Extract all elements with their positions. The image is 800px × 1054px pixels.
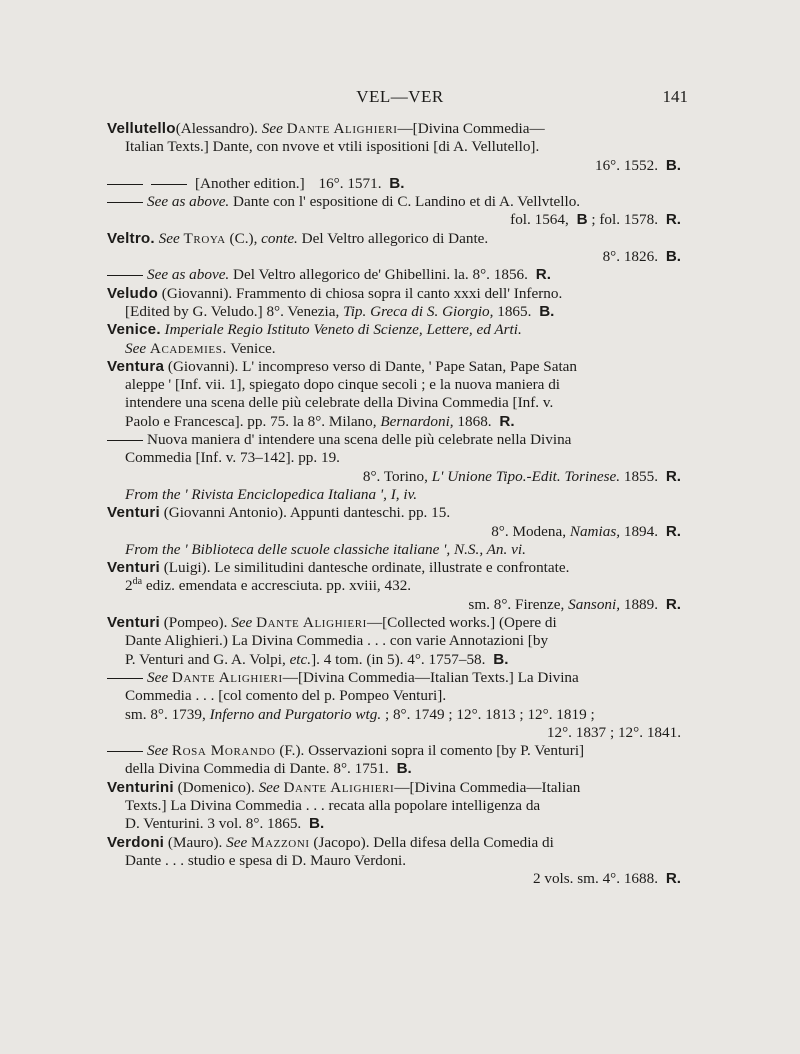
entry-text: 2 vols. sm. 4°. 1688. <box>532 870 662 888</box>
entry-text: See <box>231 614 253 632</box>
entry-text: da <box>132 577 143 588</box>
entry-text: 1889. <box>620 595 662 613</box>
entry-text: —[Divina Commedia—Italian <box>394 778 581 796</box>
entry-text: See as above. <box>147 193 230 211</box>
entry-text: 16°. 1571. <box>314 174 386 192</box>
entry-headword: Venturi <box>107 504 160 522</box>
entry-text: (Giovanni Antonio). Appunti danteschi. pp. 15. <box>159 504 451 522</box>
entry-text: Dante Alighieri <box>171 668 283 686</box>
entry-text: 12°. 1837 ; 12°. 1841. <box>546 723 681 741</box>
entry-text: (Giovanni). Frammento di chiosa sopra il canto xxxi dell' Inferno. <box>158 284 563 302</box>
entry-text: —[Divina Commedia—Italian Texts.] La Divina <box>282 668 579 686</box>
entry-text: Del Veltro allegorico de' Ghibellini. la. 8°. 1856. <box>229 266 532 284</box>
entry-text: 1855. <box>620 467 662 485</box>
entry-text: Del Veltro allegorico di Dante. <box>297 229 489 247</box>
entry-text: [Another edition.] <box>195 174 305 192</box>
entry-text: (Domenico). <box>173 778 259 796</box>
entry-line <box>107 797 681 815</box>
entry-text: 8°. 1826. <box>602 248 662 266</box>
entry-text: (C.), <box>225 229 262 247</box>
entry-text: See <box>258 778 280 796</box>
entry-line <box>107 358 681 376</box>
catalogue-entries <box>107 120 681 888</box>
entry-text: (Jacopo). Della difesa della Comedia di <box>309 833 554 851</box>
entry-text: Dante . . . studio e spesa di D. Mauro Verdoni. <box>125 851 407 869</box>
entry-text: (Pompeo). <box>159 614 232 632</box>
entry-text: See as above. <box>147 266 230 284</box>
entry-text: Dante Alighieri <box>283 778 395 796</box>
entry-text: ; fol. 1578. <box>587 211 662 229</box>
entry-headword: Venturini <box>107 778 174 796</box>
entry-text: 8°. Modena, <box>491 522 570 540</box>
entry-text: ]. 4 tom. (in 5). 4°. 1757–58. <box>311 650 490 668</box>
entry-line <box>107 614 681 632</box>
entry-text: (Giovanni). L' incompreso verso di Dante, ' Pape Satan, Pape Satan <box>164 357 578 375</box>
entry-text: (Luigi). Le similitudini dantesche ordinate, illustrate e confrontate. <box>159 559 570 577</box>
ditto-dash <box>107 202 143 203</box>
entry-text: (Alessandro). <box>175 120 262 137</box>
ditto-dash <box>107 751 143 752</box>
entry-text: From the ' Biblioteca delle scuole classiche italiane ', N.S., An. vi. <box>125 540 526 558</box>
ditto-dash <box>107 678 143 679</box>
library-mark: B <box>576 211 588 229</box>
entry-text: Imperiale Regio Istituto Veneto di Scienze, Lettere, ed Arti. <box>164 321 522 339</box>
entry-text: Sansoni, <box>568 595 621 613</box>
entry-line <box>107 559 681 577</box>
ditto-dash <box>107 184 143 185</box>
entry-line <box>107 138 681 156</box>
entry-line <box>107 504 681 522</box>
entry-text: Dante Alighieri <box>256 614 367 632</box>
entry-text: Italian Texts.] Dante, con nvove et vtili ispositioni [di A. Vellutello]. <box>125 138 540 156</box>
entry-line <box>107 760 681 778</box>
entry-line <box>107 266 681 284</box>
library-mark: R. <box>665 595 681 613</box>
entry-headword: Vellutello <box>107 120 176 137</box>
entry-text: See <box>158 229 180 247</box>
entry-text: sm. 8°. Firenze, <box>468 595 569 613</box>
entry-line <box>107 175 681 193</box>
entry-text: Nuova maniera d' intendere una scena delle più celebrate nella Divina <box>147 431 572 449</box>
entry-text: 2 <box>125 577 133 595</box>
library-mark: B. <box>665 156 681 174</box>
entry-headword: Venturi <box>107 559 160 577</box>
entry-line <box>107 193 681 211</box>
entry-text: From the ' Rivista Enciclopedica Italiana ', I, iv. <box>125 485 418 503</box>
entry-text: 16°. 1552. <box>594 156 662 174</box>
entry-text: Dante Alighieri.) La Divina Commedia . . . con varie Annotazioni [by <box>125 632 549 650</box>
entry-line <box>107 852 681 870</box>
running-header <box>0 88 800 110</box>
entry-text: Namias, <box>569 522 621 540</box>
entry-line <box>107 394 681 412</box>
entry-text: sm. 8°. 1739, <box>125 705 210 723</box>
entry-text: Dante con l' espositione di C. Landino et di A. Vellvtello. <box>229 193 581 211</box>
entry-line <box>107 687 681 705</box>
entry-text: Paolo e Francesca]. pp. 75. la 8°. Milano, <box>125 412 381 430</box>
entry-line <box>107 376 681 394</box>
library-mark: B. <box>665 248 681 266</box>
entry-text: 1865. <box>493 302 536 320</box>
library-mark: R. <box>665 870 681 888</box>
entry-text: (F.). Osservazioni sopra il comento [by P. Venturi] <box>275 742 585 760</box>
library-mark: R. <box>665 522 681 540</box>
entry-line <box>107 120 681 138</box>
library-mark: R. <box>535 266 551 284</box>
entry-line <box>107 632 681 650</box>
entry-text: Tip. Greca di S. Giorgio, <box>343 302 494 320</box>
entry-line <box>107 413 681 431</box>
entry-text: —[Collected works.] (Opere di <box>366 614 557 632</box>
entry-headword: Ventura <box>107 357 165 375</box>
entry-line <box>107 157 681 175</box>
entry-line <box>107 651 681 669</box>
entry-line <box>107 870 681 888</box>
entry-text: —[Divina Commedia— <box>397 120 545 137</box>
entry-headword: Venice. <box>107 321 161 339</box>
entry-line <box>107 724 681 742</box>
entry-line <box>107 340 681 358</box>
library-mark: R. <box>665 467 681 485</box>
entry-text: 8°. Torino, <box>362 467 432 485</box>
entry-text: ediz. emendata e accresciuta. pp. xviii, 432. <box>142 577 412 595</box>
entry-text: See <box>125 339 147 357</box>
entry-text: P. Venturi and G. A. Volpi, <box>125 650 290 668</box>
entry-line <box>107 669 681 687</box>
entry-text: Bernardoni, <box>380 412 454 430</box>
entry-text: intendere una scena delle più celebrate della Divina Commedia [Inf. v. <box>125 394 554 412</box>
library-mark: R. <box>665 211 681 229</box>
entry-line <box>107 834 681 852</box>
entry-line <box>107 486 681 504</box>
entry-text: fol. 1564, <box>510 211 573 229</box>
entry-line <box>107 596 681 614</box>
entry-line <box>107 230 681 248</box>
entry-line <box>107 303 681 321</box>
entry-line <box>107 541 681 559</box>
entry-text: Venice. <box>226 339 276 357</box>
entry-text: 1894. <box>620 522 662 540</box>
entry-text: Commedia . . . [col comento del p. Pompeo Venturi]. <box>125 687 447 705</box>
ditto-dash <box>107 440 143 441</box>
library-mark: R. <box>499 412 515 430</box>
entry-headword: Venturi <box>107 614 160 632</box>
entry-line <box>107 577 681 595</box>
ditto-dash <box>107 275 143 276</box>
page-number: 141 <box>662 87 688 106</box>
entry-text: See <box>147 668 169 686</box>
entry-line <box>107 779 681 797</box>
entry-line <box>107 321 681 339</box>
entry-text: ; 8°. 1749 ; 12°. 1813 ; 12°. 1819 ; <box>381 705 595 723</box>
library-mark: B. <box>389 174 405 192</box>
entry-text: Troya <box>183 229 226 247</box>
entry-line <box>107 742 681 760</box>
entry-headword: Veltro. <box>107 229 155 247</box>
library-mark: B. <box>396 760 412 778</box>
entry-text: Inferno and Purgatorio wtg. <box>209 705 382 723</box>
entry-text: Academies. <box>149 339 227 357</box>
entry-text: Dante Alighieri <box>286 120 398 137</box>
entry-text: [Edited by G. Veludo.] 8°. Venezia, <box>125 302 344 320</box>
running-title: VEL—VER <box>356 87 444 106</box>
entry-text: (Mauro). <box>164 833 227 851</box>
entry-text: See <box>147 742 169 760</box>
entry-line <box>107 815 681 833</box>
library-mark: B. <box>493 650 509 668</box>
ditto-dash <box>151 184 187 185</box>
library-mark: B. <box>309 815 325 833</box>
entry-text: L' Unione Tipo.-Edit. Torinese. <box>431 467 621 485</box>
entry-text: Mazzoni <box>250 833 310 851</box>
entry-line <box>107 285 681 303</box>
entry-text: della Divina Commedia di Dante. 8°. 1751. <box>125 760 393 778</box>
entry-text: D. Venturini. 3 vol. 8°. 1865. <box>125 815 306 833</box>
entry-text: Rosa Morando <box>171 742 276 760</box>
entry-line <box>107 431 681 449</box>
entry-line <box>107 211 681 229</box>
entry-text: Commedia [Inf. v. 73–142]. pp. 19. <box>125 449 340 467</box>
entry-line <box>107 706 681 724</box>
entry-line <box>107 468 681 486</box>
entry-headword: Veludo <box>107 284 158 302</box>
entry-headword: Verdoni <box>107 833 165 851</box>
library-mark: B. <box>539 302 555 320</box>
entry-text: Texts.] La Divina Commedia . . . recata alla popolare intelligenza da <box>125 796 541 814</box>
entry-text: See <box>226 833 248 851</box>
entry-text: 1868. <box>453 412 496 430</box>
entry-text: etc. <box>289 650 312 668</box>
entry-line <box>107 248 681 266</box>
entry-line <box>107 449 681 467</box>
entry-text: conte. <box>261 229 298 247</box>
entry-text: aleppe ' [Inf. vii. 1], spiegato dopo cinque secoli ; e la nuova maniera di <box>125 376 561 394</box>
entry-line <box>107 523 681 541</box>
entry-text: See <box>261 120 283 137</box>
